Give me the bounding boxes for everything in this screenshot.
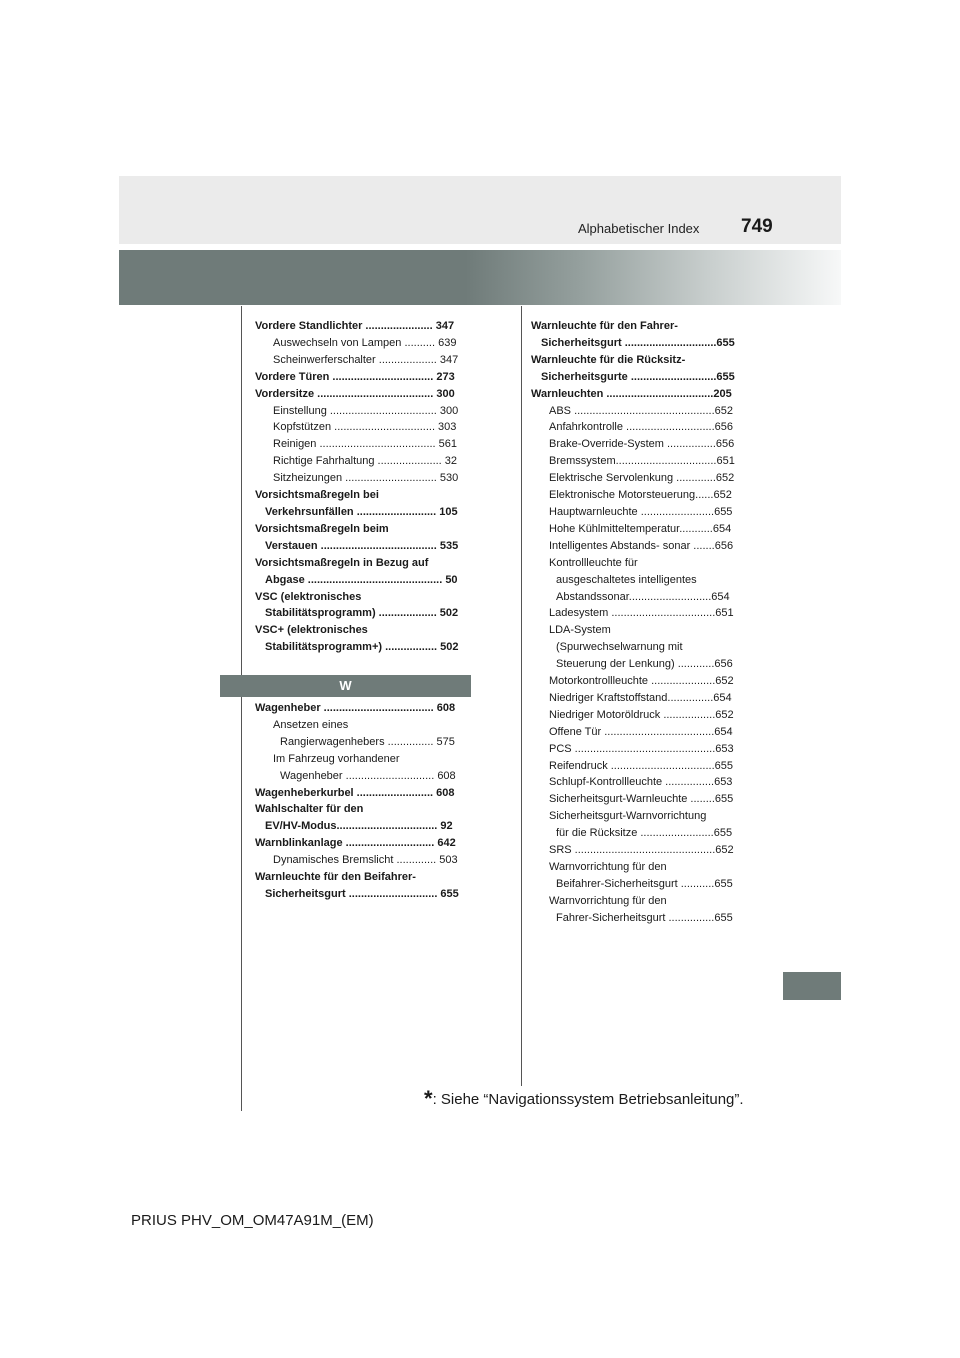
index-subentry[interactable]: Wagenheber ............................. 608 bbox=[280, 769, 456, 782]
index-subentry[interactable]: Richtige Fahrhaltung ..................... 32 bbox=[273, 455, 458, 468]
column-divider-left bbox=[241, 306, 242, 1111]
index-subentry[interactable]: Reinigen ...................................... 561 bbox=[273, 438, 458, 451]
index-subentry[interactable]: Hohe Kühlmitteltemperatur...........654 bbox=[549, 522, 732, 535]
index-subentry[interactable]: für die Rücksitze ........................655 bbox=[556, 827, 733, 840]
index-subentry[interactable]: Reifendruck ..................................655 bbox=[549, 759, 734, 772]
index-entry[interactable]: Vordere Türen ................................. 273 bbox=[255, 370, 455, 383]
index-subentry[interactable]: Brake-Override-System ................656 bbox=[549, 438, 735, 451]
index-entry[interactable]: Verstauen ...................................... 535 bbox=[265, 539, 459, 552]
letter-heading: W bbox=[220, 675, 471, 697]
index-subentry[interactable]: Anfahrkontrolle .............................656 bbox=[549, 421, 734, 434]
index-subentry[interactable]: Einstellung ................................... 300 bbox=[273, 404, 459, 417]
index-subentry[interactable]: Fahrer-Sicherheitsgurt ...............655 bbox=[556, 911, 733, 924]
index-subentry[interactable]: (Spurwechselwarnung mit bbox=[556, 641, 683, 654]
index-entry[interactable]: Stabilitätsprogramm+) ................. 502 bbox=[265, 641, 459, 654]
index-subentry[interactable]: Warnvorrichtung für den bbox=[549, 894, 667, 907]
index-entry[interactable]: Wagenheberkurbel ......................... 608 bbox=[255, 786, 455, 799]
chapter-banner bbox=[119, 250, 841, 305]
index-subentry[interactable]: SRS ..............................................652 bbox=[549, 844, 734, 857]
index-subentry[interactable]: Auswechseln von Lampen .......... 639 bbox=[273, 336, 457, 349]
index-entry[interactable]: Warnblinkanlage ............................. 642 bbox=[255, 837, 456, 850]
index-entry[interactable]: Vordere Standlichter ...................... 347 bbox=[255, 320, 455, 332]
index-subentry[interactable]: Hauptwarnleuchte ........................655 bbox=[549, 505, 733, 518]
index-entry[interactable]: Wagenheber .................................... 608 bbox=[255, 702, 456, 714]
index-subentry[interactable]: Im Fahrzeug vorhandener bbox=[273, 752, 400, 765]
index-subentry[interactable]: Kopfstützen ................................. 303 bbox=[273, 421, 457, 434]
index-subentry[interactable]: Steuerung der Lenkung) ............656 bbox=[556, 658, 733, 671]
index-entry[interactable]: Warnleuchte für den Fahrer- bbox=[531, 320, 678, 332]
index-subentry[interactable]: Ansetzen eines bbox=[273, 718, 349, 731]
index-entry[interactable]: Vorsichtsmaßregeln beim bbox=[255, 522, 389, 535]
index-column-left-top bbox=[255, 318, 473, 656]
index-column-left-bottom bbox=[255, 700, 473, 903]
index-subentry[interactable]: Elektronische Motorsteuerung......652 bbox=[549, 489, 732, 502]
index-entry[interactable]: EV/HV-Modus................................. 92 bbox=[265, 820, 453, 833]
index-column-right bbox=[531, 318, 753, 927]
index-entry[interactable]: Warnleuchten ...................................205 bbox=[531, 387, 732, 400]
document-id: PRIUS PHV_OM_OM47A91M_(EM) bbox=[131, 1212, 374, 1229]
index-subentry[interactable]: Niedriger Kraftstoffstand...............654 bbox=[549, 691, 732, 704]
header-band bbox=[119, 176, 841, 244]
index-entry[interactable]: Abgase ............................................ 50 bbox=[265, 573, 458, 586]
index-entry[interactable]: Vorsichtsmaßregeln in Bezug auf bbox=[255, 556, 429, 569]
index-subentry[interactable]: Scheinwerferschalter ................... 347 bbox=[273, 353, 459, 366]
index-subentry[interactable]: Intelligentes Abstands- sonar .......656 bbox=[549, 539, 734, 552]
footnote-text: : Siehe “Navigationssystem Betriebsanleitung”. bbox=[432, 1091, 744, 1108]
index-subentry[interactable]: Kontrollleuchte für bbox=[549, 556, 638, 569]
index-subentry[interactable]: Offene Tür ....................................654 bbox=[549, 725, 733, 738]
index-subentry[interactable]: ausgeschaltetes intelligentes bbox=[556, 573, 697, 586]
index-subentry[interactable]: Schlupf-Kontrollleuchte ................653 bbox=[549, 776, 733, 789]
index-subentry[interactable]: Bremssystem.................................651 bbox=[549, 455, 735, 468]
index-subentry[interactable]: PCS ..............................................653 bbox=[549, 742, 734, 755]
index-subentry[interactable]: LDA-System bbox=[549, 624, 611, 637]
footnote-star: * bbox=[424, 1086, 433, 1111]
index-entry[interactable]: Wahlschalter für den bbox=[255, 803, 364, 816]
index-entry[interactable]: Sicherheitsgurte ............................655 bbox=[541, 370, 735, 383]
footnote bbox=[424, 1086, 744, 1112]
index-entry[interactable]: Sicherheitsgurt ............................. 655 bbox=[265, 887, 459, 900]
index-entry[interactable]: Stabilitätsprogramm) ................... 502 bbox=[265, 607, 459, 620]
index-entry[interactable]: Warnleuchte für die Rücksitz- bbox=[531, 353, 686, 366]
index-subentry[interactable]: Warnvorrichtung für den bbox=[549, 861, 667, 873]
index-subentry[interactable]: Ladesystem ..................................651 bbox=[549, 607, 734, 620]
index-subentry[interactable]: Sitzheizungen .............................. 530 bbox=[273, 472, 459, 485]
section-title: Alphabetischer Index bbox=[578, 221, 700, 236]
index-entry[interactable]: Sicherheitsgurt ..............................655 bbox=[541, 336, 735, 349]
index-entry[interactable]: Warnleuchte für den Beifahrer- bbox=[255, 871, 416, 884]
page-number: 749 bbox=[741, 216, 773, 237]
index-subentry[interactable]: Abstandssonar...........................654 bbox=[556, 590, 730, 603]
index-subentry[interactable]: ABS ..............................................652 bbox=[549, 404, 734, 417]
column-divider-middle bbox=[521, 306, 522, 1086]
index-subentry[interactable]: Rangierwagenhebers ............... 575 bbox=[280, 735, 455, 748]
index-subentry[interactable]: Niedriger Motoröldruck .................652 bbox=[549, 708, 734, 721]
index-entry[interactable]: VSC (elektronisches bbox=[255, 590, 362, 603]
index-entry[interactable]: Vorsichtsmaßregeln bei bbox=[255, 489, 379, 502]
index-subentry[interactable]: Sicherheitsgurt-Warnvorrichtung bbox=[549, 810, 707, 823]
index-subentry[interactable]: Motorkontrollleuchte .....................652 bbox=[549, 675, 734, 688]
index-subentry[interactable]: Beifahrer-Sicherheitsgurt ...........655 bbox=[556, 877, 733, 890]
chapter-side-tab[interactable] bbox=[783, 972, 841, 1000]
index-entry[interactable]: VSC+ (elektronisches bbox=[255, 624, 368, 637]
index-entry[interactable]: Verkehrsunfällen .......................... 105 bbox=[265, 505, 458, 518]
index-subentry[interactable]: Sicherheitsgurt-Warnleuchte ........655 bbox=[549, 793, 734, 806]
index-subentry[interactable]: Dynamisches Bremslicht ............. 503 bbox=[273, 854, 458, 867]
index-subentry[interactable]: Elektrische Servolenkung .............652 bbox=[549, 472, 735, 485]
index-entry[interactable]: Vordersitze ...................................... 300 bbox=[255, 387, 455, 400]
